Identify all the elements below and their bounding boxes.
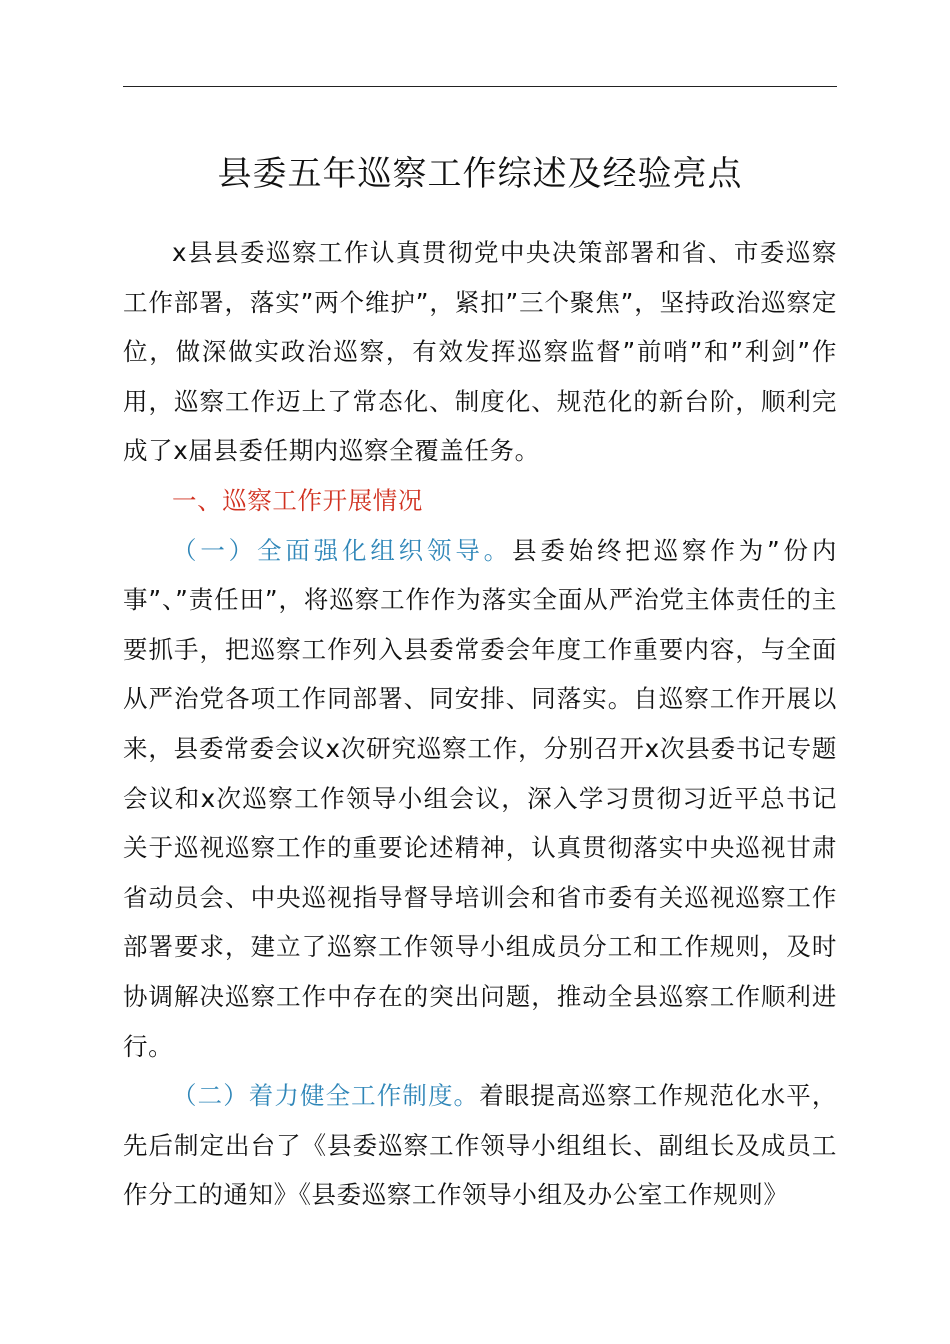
item-2-paragraph [123, 1071, 837, 1220]
page-title: 县委五年巡察工作综述及经验亮点 [217, 154, 743, 194]
header-rule [123, 86, 837, 87]
item-2-heading: （二）着力健全工作制度。 [172, 1081, 480, 1111]
intro-paragraph: x县县委巡察工作认真贯彻党中央决策部署和省、市委巡察工作部署，落实”两个维护”，紧扣”三个聚焦”，坚持政治巡察定位，做深做实政治巡察，有效发挥巡察监督”前哨”和”利剑”作用，巡察工作迈上了常态化、制度化、规范化的新台阶，顺利完成了x届县委任期内巡察全覆盖任务。 [123, 238, 837, 466]
section-heading: 一、巡察工作开展情况 [172, 485, 423, 515]
document-body [123, 228, 837, 1220]
item-2-text: 着眼提高巡察工作规范化水平，先后制定出台了《县委巡察工作领导小组组长、副组长及成员工作分工的通知》《县委巡察工作领导小组及办公室工作规则》 [123, 1081, 837, 1210]
item-1-text: 县委始终把巡察作为”份内事”、”责任田”，将巡察工作作为落实全面从严治党主体责任的主要抓手，把巡察工作列入县委常委会年度工作重要内容，与全面从严治党各项工作同部署、同安排、同落实。自巡察工作开展以来，县委常委会议x次研究巡察工作，分别召开x次县委书记专题会议和x次巡察工作领导小组会议，深入学习贯彻习近平总书记关于巡视巡察工作的重要论述精神，认真贯彻落实中央巡视甘肃省动员会、中央巡视指导督导培训会和省市委有关巡视巡察工作部署要求，建立了巡察工作领导小组成员分工和工作规则，及时协调解决巡察工作中存在的突出问题，推动全县巡察工作顺利进行。 [123, 535, 837, 1061]
item-1-paragraph [123, 526, 837, 1072]
item-1-heading: （一）全面强化组织领导。 [172, 535, 513, 565]
